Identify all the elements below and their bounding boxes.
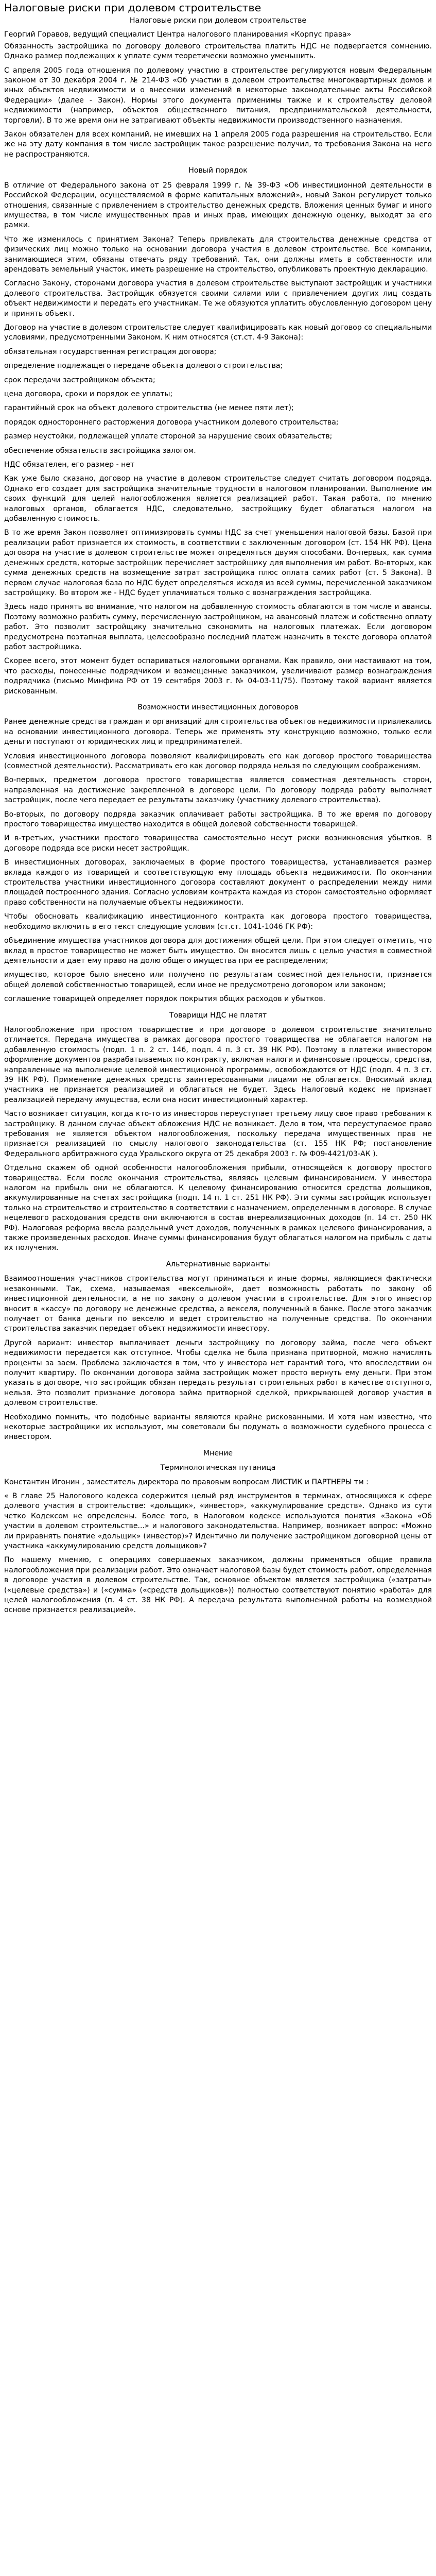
section-paragraph: Согласно Закону, сторонами договора участия в долевом строительстве выступают застройщик и участники долевого строительства. Застройщик обязуется своими силами или с привлечением других лиц создать объект недвижимости и передать его участникам. Те же обязуются уплатить обусловленную договором цену и принять объект. xyxy=(4,279,432,318)
section-paragraph: размер неустойки, подлежащей уплате стороной за нарушение своих обязательств; xyxy=(4,432,333,441)
section-heading: Мнение xyxy=(203,1449,233,1458)
article-subtitle: Налоговые риски при долевом строительстве xyxy=(129,16,307,25)
section-paragraph: « В главе 25 Налогового кодекса содержится целый ряд инструментов в терминах, относящихся к сфере долевого участия в строительстве: «дольщик», «инвестор», «аккумулирование средств». Однако из сути четко Кодексом не определены. Более того, в Налоговом кодексе используются понятия «Закона «Об участии в долевом строительстве...» и налогового законодательства. Например, возникает вопрос: «Можно ли приравнять понятие «дольщик» (инвестор)»? Идентично ли получение застройщиком договорной цены от участника «аккумулированию средств дольщиков»? xyxy=(4,1492,432,1551)
section-heading: Товарищи НДС не платят xyxy=(169,1011,267,1020)
section-paragraph: Договор на участие в долевом строительстве следует квалифицировать как новый договор со специальными условиями, предусмотренными Законом. К ним относятся (ст.ст. 4-9 Закона): xyxy=(4,323,432,342)
section-paragraph: объединение имущества участников договора для достижения общей цели. При этом следует отметить, что вклад в простое товарищество не может быть имущество. Он вносится лишь с целью участия в совместной деятельности и дает ему право на долю общего имущества при ее распределении; xyxy=(4,937,432,965)
article-section xyxy=(4,166,432,697)
section-paragraph: Как уже было сказано, договор на участие в долевом строительстве следует считать договором подряда. Однако его создает для застройщика значительные трудности в налоговом планировании. Выполнение им своих функций для целей налогообложения является реализацией работ. Такая работа, по мнению налоговых органов, облагается НДС, следовательно, застройщику будет облагаться налогом на добавленную стоимость. xyxy=(4,474,432,523)
section-paragraph: И в-третьих, участники простого товарищества самостоятельно несут риски возникновения убытков. В договоре подряда все риски несет застройщик. xyxy=(4,834,432,853)
section-paragraph: Ранее денежные средства граждан и организаций для строительства объектов недвижимости привлекались на основании инвестиционного договора. Теперь же применять эту конструкцию возможно, только если деньги поступают от юридических лиц и предпринимателей. xyxy=(4,718,432,747)
section-paragraph: В отличие от Федерального закона от 25 февраля 1999 г. № 39-ФЗ «Об инвестиционной деятельности в Российской Федерации, осуществляемой в форме капитальных вложений», новый Закон регулирует только отношения, связанные с привлечением в строительство денежных средств. Вложения ценных бумаг и иного имущества, в том числе имущественных прав и иных прав, имеющих денежную оценку, выходят за его рамки. xyxy=(4,181,432,230)
section-paragraph: порядок одностороннего расторжения договора участником долевого строительства; xyxy=(4,418,339,427)
section-heading: Возможности инвестиционных договоров xyxy=(137,703,299,711)
section-paragraph: Во-вторых, по договору подряда заказчик оплачивает работы застройщика. В то же время по договору простого товарищества имущество находится в общей долевой собственности товарищей. xyxy=(4,810,432,829)
section-paragraph: гарантийный срок на объект долевого строительства (не менее пяти лет); xyxy=(4,404,294,413)
section-subheading: Терминологическая путаница xyxy=(160,1464,276,1472)
intro-paragraph: Закон обязателен для всех компаний, не имевших на 1 апреля 2005 года разрешения на строительство. Если же на эту дату компания в том числе застройщик такое разрешение получил, то требования Закона на него не распространяются. xyxy=(4,130,432,159)
article-sections xyxy=(4,166,432,1616)
intro-paragraph: С апреля 2005 года отношения по долевому участию в строительстве регулируются новым Федеральным законом от 30 декабря 2004 г. № 214-ФЗ «Об участии в долевом строительстве многоквартирных домов и иных объектов недвижимости и о внесении изменений в некоторые законодательные акты Российской Федерации» (далее - Закон). Нормы этого документа применимы также и к строительству деловой недвижимости (например, объектов общественного питания, предпринимательской деятельности, торговли). В то же время они не затрагивают объекты недвижимости производственного назначения. xyxy=(4,66,432,125)
section-paragraph: Отдельно скажем об одной особенности налогообложения прибыли, относящейся к договору простого товарищества. Если после окончания строительства, являясь целевым финансированием. У инвестора налогом на прибыль они не облагаются. К целевому финансированию относится средства дольщиков, аккумулированные на счетах застройщика (подп. 14 п. 1 ст. 251 НК РФ). Эти суммы застройщик использует только на строительство и строительство в соответствии с назначением, определенным в договоре. В случае нецелевого расходования средств они включаются в состав внереализационных доходов (п. 14 ст. 250 НК РФ). Налоговая реформа ввела раздельный учет доходов, полученных в рамках целевого финансирования, а также произведенных расходов. Иначе суммы финансирования будут облагаться налогом на прибыль с даты их получения. xyxy=(4,1164,432,1252)
section-paragraph: Необходимо помнить, что подобные варианты являются крайне рискованными. И хотя нам известно, что некоторые застройщики их используют, мы советовали бы подумать о возможности судебного процесса с инвестором. xyxy=(4,1413,432,1442)
section-paragraph: Здесь надо принять во внимание, что налогом на добавленную стоимость облагаются в том числе и авансы. Поэтому возможно разбить сумму, перечисленную застройщиком, на авансовый платеж и собственно оплату работ. Это позволит застройщику значительно сэкономить на налоговых платежах. Если договором предусмотрена поэтапная выплата, целесообразно последний платеж назначить в тексте договора оплатой работ застройщика. xyxy=(4,603,432,651)
section-paragraph: Скорее всего, этот момент будет оспариваться налоговыми органами. Как правило, они настаивают на том, что расходы, понесенные подрядчиком и возмещенные заказчиком, увеличивают размер вознаграждения подрядчика (письмо Минфина РФ от 19 сентября 2003 г. № 04-03-11/75). Поэтому такой вариант является рискованным. xyxy=(4,657,432,696)
article xyxy=(4,16,432,1616)
page-title: Налоговые риски при долевом строительстве xyxy=(4,2,261,14)
article-section xyxy=(4,1260,432,1443)
section-paragraph: Часто возникает ситуация, когда кто-то из инвесторов переуступает третьему лицу свое право требования к застройщику. В данном случае объект обложения НДС не возникает. Дело в том, что переуступаемое право требования не является объектом налогообложения, поскольку передача имущественных прав не признается реализацией по смыслу налогового законодательства (ст. 155 НК РФ; постановление Федерального арбитражного суда Уральского округа от 25 декабря 2003 г. № Ф09-4421/03-АК ). xyxy=(4,1110,432,1158)
article-section xyxy=(4,1011,432,1253)
section-paragraph: имущество, которое было внесено или получено по результатам совместной деятельности, признается общей долевой собственностью товарищей, если иное не предусмотрено договором или законом; xyxy=(4,971,432,989)
section-heading: Альтернативные варианты xyxy=(166,1260,270,1268)
section-paragraph: Чтобы обосновать квалификацию инвестиционного контракта как договора простого товарищества, необходимо включить в его текст следующие условия (ст.ст. 1041-1046 ГК РФ): xyxy=(4,912,432,931)
article-section xyxy=(4,1449,432,1616)
section-paragraph: Налогообложение при простом товариществе и при договоре о долевом строительстве значительно отличается. Передача имущества в рамках договора простого товарищества не облагается налогом на добавленную стоимость (подп. 1 п. 2 ст. 146, подп. 4 п. 3 ст. 39 НК РФ). Поэтому в платежи инвестором оформление документов разрабатываемых по контракту, включая налоги и финансовые процессы, средства, направленные на выполнение целевой инвестиционной программы, освобождаются от НДС (подп. 4 п. 3 ст. 39 НК РФ). Применение денежных средств заинтересованными лицами не облагается. Вносимый вклад участника не признается реализацией и облагаться не будет. Здесь Налоговый кодекс не признает реализацией передачу имущества, если она носит инвестиционный характер. xyxy=(4,1025,432,1104)
section-paragraph: Что же изменилось с принятием Закона? Теперь привлекать для строительства денежные средства от физических лиц можно только на основании договора участия в долевом строительстве. Все компании, занимающиеся этим, обязаны отвечать ряду требований. Так, они должны иметь в собственности или арендовать земельный участок, иметь разрешение на строительство, опубликовать проектную декларацию. xyxy=(4,235,432,274)
intro-paragraph: Обязанность застройщика по договору долевого строительства платить НДС не подвергается сомнению. Однако размер подлежащих к уплате сумм теоретически возможно уменьшить. xyxy=(4,42,432,61)
section-paragraph: В то же время Закон позволяет оптимизировать суммы НДС за счет уменьшения налоговой базы. Базой при реализации работ признается их стоимость, в соответствии с заключенным договором (ст. 154 НК РФ). Цена договора на участие в долевом строительстве может определяться двумя способами. Во-первых, как сумма денежных средств, которые застройщик перечисляет застройщику для выполнения им работ. Во-вторых, как сумма денежных средств на возмещение затрат застройщика плюс оплата самих работ (ст. 5 Закона). В первом случае налоговая база по НДС будет определяться исходя из всей суммы, перечисленной заказчиком застройщику. Во втором же - НДС будет уплачиваться только с вознаграждения застройщика. xyxy=(4,529,432,597)
section-paragraph: обеспечение обязательств застройщика залогом. xyxy=(4,446,196,455)
section-paragraph: срок передачи застройщиком объекта; xyxy=(4,376,155,384)
section-paragraph: соглашение товарищей определяет порядок покрытия общих расходов и убытков. xyxy=(4,995,326,1004)
section-paragraph: По нашему мнению, с операциях совершаемых заказчиком, должны применяться общие правила налогообложения при реализации работ. Это означает налоговой базы будет стоимость работ, определенная в договоре участия в долевом строительстве. Так, основное объектом является застройщика («затраты» («целевые средства») и («сумма» («средств дольщиков»)) полностью соответствуют понятию «работа» для целей налогообложения (п. 4 ст. 38 НК РФ). А передача результата выполненной работы на возмездной основе признается реализацией». xyxy=(4,1556,432,1615)
section-paragraph: Другой вариант: инвестор выплачивает деньги застройщику по договору займа, после чего объект недвижимости передается как отступное. Чтобы сделка не была признана притворной, можно начислять проценты за заем. Проблема заключается в том, что у инвестора нет гарантий того, что впоследствии он получит квартиру. По окончании договора займа застройщик может просто вернуть ему деньги. При этом указать в договоре, что застройщик обязан передать результат строительных работ в качестве отступного, нельзя. Это позволит признание договора займа притворной сделкой, прикрывающей договор участия в долевом строительстве. xyxy=(4,1338,432,1408)
section-heading: Новый порядок xyxy=(188,166,248,175)
section-paragraph: В инвестиционных договорах, заключаемых в форме простого товарищества, устанавливается размер вклада каждого из товарищей и соответствующую ему площадь объекта недвижимости. По окончании строительства участники инвестиционного договора составляют документ о распределении между ними площадей построенного здания. Согласно условиям контракта каждая из сторон самостоятельно оформляет право собственности на получаемые объекты недвижимости. xyxy=(4,858,432,907)
section-paragraph: Во-первых, предметом договора простого товарищества является совместная деятельность сторон, направленная на достижение закрепленной в договоре цели. По договору подряда работу выполняет застройщик, после чего передает ее результаты заказчику (участнику долевого строительства). xyxy=(4,776,432,805)
author-line: Георгий Горавов, ведущий специалист Центра налогового планирования «Корпус права» xyxy=(4,30,352,39)
article-section xyxy=(4,703,432,1005)
section-paragraph: НДС обязателен, его размер - нет xyxy=(4,461,135,469)
section-paragraph: Взаимоотношения участников строительства могут приниматься и иные формы, являющиеся фактически незаконными. Так, схема, называемая «вексельной», дает возможность работать по закону об инвестиционной деятельности, а не по закону о долевом участии в строительстве. Для этого инвестор вносит в «кассу» по договору не денежные средства, а векселя, полученный в банке. После этого заказчик получает от банка деньги по векселю и ведет строительство на полученные средства. По окончании строительства заказчик передает объект недвижимости инвестору. xyxy=(4,1275,432,1333)
section-paragraph: определение подлежащего передаче объекта долевого строительства; xyxy=(4,362,283,370)
section-paragraph: цена договора, сроки и порядок ее уплаты; xyxy=(4,390,173,398)
section-paragraph: Условия инвестиционного договора позволяют квалифицировать его как договор простого товарищества (совместной деятельности). Рассматривать его как договор подряда нельзя по следующим соображениям. xyxy=(4,752,432,770)
section-paragraph: Константин Игонин , заместитель директора по правовым вопросам ЛИСТИК и ПАРТНЕРЫ тм : xyxy=(4,1478,369,1486)
section-paragraph: обязательная государственная регистрация договора; xyxy=(4,347,217,356)
